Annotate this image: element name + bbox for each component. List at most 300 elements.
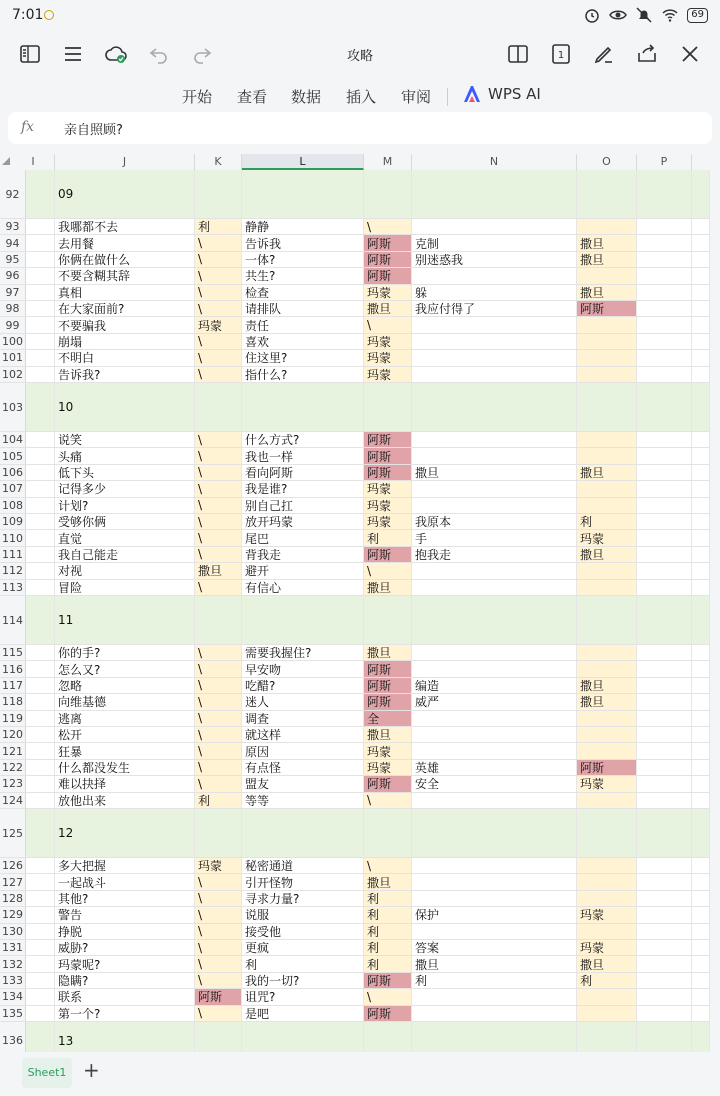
cell-n[interactable] — [412, 711, 577, 726]
cell-o[interactable]: 阿斯 — [577, 760, 637, 775]
cell-i[interactable] — [26, 858, 55, 873]
cell-p[interactable] — [637, 678, 692, 693]
table-row[interactable] — [0, 285, 710, 301]
cell-o[interactable] — [577, 858, 637, 873]
cell-n[interactable] — [412, 170, 577, 218]
cell-l[interactable]: 寻求力量? — [242, 891, 364, 906]
cell-m[interactable]: 玛蒙 — [364, 760, 412, 775]
row-number[interactable]: 110 — [0, 530, 26, 545]
cell-k[interactable]: \ — [195, 235, 242, 250]
cell-i[interactable] — [26, 793, 55, 808]
cell-j[interactable]: 头痛 — [55, 448, 195, 463]
cell-j[interactable]: 在大家面前? — [55, 301, 195, 316]
cell-i[interactable] — [26, 596, 55, 644]
cell-p[interactable] — [637, 809, 692, 857]
cell-m[interactable]: 阿斯 — [364, 973, 412, 988]
cell-i[interactable] — [26, 383, 55, 431]
cell-q[interactable] — [692, 743, 710, 758]
cell-o[interactable] — [577, 432, 637, 447]
cell-n[interactable] — [412, 334, 577, 349]
cell-i[interactable] — [26, 973, 55, 988]
cell-k[interactable]: \ — [195, 891, 242, 906]
row-number[interactable]: 117 — [0, 678, 26, 693]
cell-p[interactable] — [637, 530, 692, 545]
cell-l[interactable]: 共生? — [242, 268, 364, 283]
cell-l[interactable]: 放开玛蒙 — [242, 514, 364, 529]
close-icon[interactable] — [678, 42, 702, 66]
cell-o[interactable]: 利 — [577, 973, 637, 988]
col-header-l[interactable]: L — [242, 154, 364, 170]
cell-l[interactable]: 告诉我 — [242, 235, 364, 250]
menu-icon[interactable] — [61, 42, 85, 66]
cell-o[interactable] — [577, 989, 637, 1004]
cell-n[interactable] — [412, 498, 577, 513]
cell-k[interactable]: 阿斯 — [195, 989, 242, 1004]
cell-l[interactable]: 我是谁? — [242, 481, 364, 496]
cell-o[interactable] — [577, 661, 637, 676]
table-row[interactable] — [0, 350, 710, 366]
table-row[interactable] — [0, 301, 710, 317]
table-row[interactable] — [0, 498, 710, 514]
row-number[interactable]: 114 — [0, 596, 26, 644]
cell-j[interactable]: 你的手? — [55, 645, 195, 660]
row-number[interactable]: 126 — [0, 858, 26, 873]
cell-o[interactable] — [577, 383, 637, 431]
cell-q[interactable] — [692, 498, 710, 513]
cell-j[interactable]: 忽略 — [55, 678, 195, 693]
cell-j[interactable]: 真相 — [55, 285, 195, 300]
cell-i[interactable] — [26, 465, 55, 480]
table-row[interactable] — [0, 727, 710, 743]
cell-i[interactable] — [26, 252, 55, 267]
section-row[interactable] — [0, 383, 710, 432]
cell-l[interactable]: 避开 — [242, 563, 364, 578]
cell-l[interactable]: 检查 — [242, 285, 364, 300]
row-number[interactable]: 102 — [0, 367, 26, 382]
cell-k[interactable]: \ — [195, 432, 242, 447]
row-number[interactable]: 125 — [0, 809, 26, 857]
cell-m[interactable]: 阿斯 — [364, 547, 412, 562]
cell-m[interactable] — [364, 383, 412, 431]
cell-k[interactable] — [195, 596, 242, 644]
cell-q[interactable] — [692, 432, 710, 447]
cell-i[interactable] — [26, 678, 55, 693]
cell-i[interactable] — [26, 760, 55, 775]
cell-m[interactable]: 玛蒙 — [364, 285, 412, 300]
cell-j[interactable]: 狂暴 — [55, 743, 195, 758]
cell-q[interactable] — [692, 301, 710, 316]
cell-n[interactable] — [412, 350, 577, 365]
cell-k[interactable]: \ — [195, 252, 242, 267]
cell-m[interactable]: \ — [364, 858, 412, 873]
cell-p[interactable] — [637, 989, 692, 1004]
cell-l[interactable]: 引开怪物 — [242, 874, 364, 889]
cell-o[interactable] — [577, 580, 637, 595]
cell-q[interactable] — [692, 989, 710, 1004]
page-count-icon[interactable] — [549, 42, 573, 66]
cell-j[interactable]: 对视 — [55, 563, 195, 578]
table-row[interactable] — [0, 481, 710, 497]
cell-m[interactable]: 撒旦 — [364, 645, 412, 660]
menu-start[interactable]: 开始 — [182, 88, 213, 106]
edit-pen-icon[interactable] — [592, 42, 616, 66]
cell-j[interactable]: 10 — [55, 383, 195, 431]
cell-m[interactable]: 全 — [364, 711, 412, 726]
col-header-i[interactable]: I — [12, 154, 55, 170]
cell-m[interactable]: 玛蒙 — [364, 350, 412, 365]
table-row[interactable] — [0, 547, 710, 563]
cell-i[interactable] — [26, 514, 55, 529]
cell-o[interactable]: 撒旦 — [577, 465, 637, 480]
cell-i[interactable] — [26, 481, 55, 496]
cell-i[interactable] — [26, 350, 55, 365]
cell-i[interactable] — [26, 989, 55, 1004]
cell-o[interactable]: 撒旦 — [577, 956, 637, 971]
cell-k[interactable]: 撒旦 — [195, 563, 242, 578]
cell-p[interactable] — [637, 350, 692, 365]
formula-value[interactable]: 亲自照顾? — [64, 123, 123, 138]
cell-i[interactable] — [26, 498, 55, 513]
cell-m[interactable]: 利 — [364, 891, 412, 906]
table-row[interactable] — [0, 465, 710, 481]
cell-l[interactable]: 住这里? — [242, 350, 364, 365]
cell-j[interactable]: 怎么又? — [55, 661, 195, 676]
cell-q[interactable] — [692, 727, 710, 742]
cell-i[interactable] — [26, 645, 55, 660]
cell-o[interactable] — [577, 743, 637, 758]
cell-j[interactable]: 隐瞒? — [55, 973, 195, 988]
section-row[interactable] — [0, 596, 710, 645]
cell-p[interactable] — [637, 334, 692, 349]
cell-k[interactable]: \ — [195, 760, 242, 775]
cell-l[interactable]: 什么方式? — [242, 432, 364, 447]
row-number[interactable]: 118 — [0, 694, 26, 709]
table-row[interactable] — [0, 235, 710, 251]
cell-q[interactable] — [692, 661, 710, 676]
cell-o[interactable] — [577, 498, 637, 513]
cell-j[interactable]: 威胁? — [55, 940, 195, 955]
cell-l[interactable]: 静静 — [242, 219, 364, 234]
cell-p[interactable] — [637, 367, 692, 382]
cell-i[interactable] — [26, 874, 55, 889]
cell-n[interactable] — [412, 383, 577, 431]
row-number[interactable]: 92 — [0, 170, 26, 218]
cell-k[interactable]: \ — [195, 956, 242, 971]
menu-review[interactable]: 审阅 — [401, 88, 432, 106]
cell-o[interactable] — [577, 596, 637, 644]
cell-n[interactable] — [412, 596, 577, 644]
row-number[interactable]: 101 — [0, 350, 26, 365]
cell-n[interactable]: 抱我走 — [412, 547, 577, 562]
cell-n[interactable]: 编造 — [412, 678, 577, 693]
cell-j[interactable]: 我哪都不去 — [55, 219, 195, 234]
col-header-j[interactable]: J — [55, 154, 195, 170]
cell-q[interactable] — [692, 907, 710, 922]
cell-k[interactable]: \ — [195, 580, 242, 595]
share-icon[interactable] — [635, 42, 659, 66]
cell-n[interactable]: 威严 — [412, 694, 577, 709]
cell-p[interactable] — [637, 252, 692, 267]
row-number[interactable]: 115 — [0, 645, 26, 660]
cell-n[interactable] — [412, 793, 577, 808]
cell-m[interactable]: 撒旦 — [364, 727, 412, 742]
cell-m[interactable]: 玛蒙 — [364, 481, 412, 496]
row-number[interactable]: 130 — [0, 924, 26, 939]
cell-m[interactable]: 撒旦 — [364, 301, 412, 316]
cell-i[interactable] — [26, 235, 55, 250]
cell-i[interactable] — [26, 432, 55, 447]
cell-o[interactable]: 撒旦 — [577, 694, 637, 709]
cell-l[interactable] — [242, 170, 364, 218]
cell-j[interactable]: 告诉我? — [55, 367, 195, 382]
cell-n[interactable] — [412, 743, 577, 758]
col-header-m[interactable]: M — [364, 154, 412, 170]
cell-k[interactable]: \ — [195, 645, 242, 660]
cell-i[interactable] — [26, 301, 55, 316]
cell-p[interactable] — [637, 285, 692, 300]
cell-p[interactable] — [637, 907, 692, 922]
cell-j[interactable]: 第一个? — [55, 1006, 195, 1021]
table-row[interactable] — [0, 514, 710, 530]
cell-k[interactable]: 玛蒙 — [195, 317, 242, 332]
cell-j[interactable]: 挣脱 — [55, 924, 195, 939]
table-row[interactable] — [0, 678, 710, 694]
cell-j[interactable]: 09 — [55, 170, 195, 218]
cell-m[interactable]: 阿斯 — [364, 776, 412, 791]
cell-i[interactable] — [26, 809, 55, 857]
cell-p[interactable] — [637, 956, 692, 971]
cell-j[interactable]: 不明白 — [55, 350, 195, 365]
cell-l[interactable]: 诅咒? — [242, 989, 364, 1004]
cell-n[interactable] — [412, 661, 577, 676]
cell-n[interactable] — [412, 809, 577, 857]
cell-i[interactable] — [26, 924, 55, 939]
row-number[interactable]: 120 — [0, 727, 26, 742]
cell-k[interactable]: \ — [195, 776, 242, 791]
row-number[interactable]: 95 — [0, 252, 26, 267]
cell-j[interactable]: 联系 — [55, 989, 195, 1004]
cell-k[interactable]: \ — [195, 940, 242, 955]
cell-m[interactable] — [364, 170, 412, 218]
cell-n[interactable]: 手 — [412, 530, 577, 545]
formula-bar[interactable] — [8, 112, 712, 144]
cell-q[interactable] — [692, 547, 710, 562]
cell-m[interactable]: \ — [364, 563, 412, 578]
cell-j[interactable]: 松开 — [55, 727, 195, 742]
cell-i[interactable] — [26, 317, 55, 332]
cell-i[interactable] — [26, 367, 55, 382]
cell-m[interactable]: 撒旦 — [364, 580, 412, 595]
cell-j[interactable]: 其他? — [55, 891, 195, 906]
cell-i[interactable] — [26, 170, 55, 218]
cell-i[interactable] — [26, 727, 55, 742]
cell-i[interactable] — [26, 940, 55, 955]
cell-l[interactable]: 我也一样 — [242, 448, 364, 463]
cell-p[interactable] — [637, 465, 692, 480]
cell-q[interactable] — [692, 268, 710, 283]
cell-l[interactable] — [242, 596, 364, 644]
cell-k[interactable]: 利 — [195, 219, 242, 234]
spreadsheet-grid[interactable] — [0, 154, 710, 1060]
cell-k[interactable]: \ — [195, 547, 242, 562]
cell-p[interactable] — [637, 858, 692, 873]
cell-n[interactable]: 撒旦 — [412, 465, 577, 480]
sidebar-toggle-icon[interactable] — [18, 42, 42, 66]
cell-n[interactable]: 克制 — [412, 235, 577, 250]
cell-q[interactable] — [692, 711, 710, 726]
cell-o[interactable] — [577, 924, 637, 939]
cell-k[interactable]: \ — [195, 1006, 242, 1021]
table-row[interactable] — [0, 924, 710, 940]
cell-k[interactable]: \ — [195, 334, 242, 349]
row-number[interactable]: 134 — [0, 989, 26, 1004]
table-row[interactable] — [0, 367, 710, 383]
cell-q[interactable] — [692, 170, 710, 218]
cell-k[interactable]: \ — [195, 530, 242, 545]
cell-j[interactable]: 低下头 — [55, 465, 195, 480]
row-number[interactable]: 133 — [0, 973, 26, 988]
cell-n[interactable] — [412, 432, 577, 447]
cell-i[interactable] — [26, 448, 55, 463]
cell-p[interactable] — [637, 711, 692, 726]
cell-n[interactable] — [412, 481, 577, 496]
cell-m[interactable] — [364, 809, 412, 857]
cell-m[interactable]: 利 — [364, 530, 412, 545]
cell-o[interactable]: 玛蒙 — [577, 776, 637, 791]
row-number[interactable]: 129 — [0, 907, 26, 922]
cell-j[interactable]: 崩塌 — [55, 334, 195, 349]
cell-q[interactable] — [692, 891, 710, 906]
menu-insert[interactable]: 插入 — [346, 88, 377, 106]
cell-j[interactable]: 受够你俩 — [55, 514, 195, 529]
row-number[interactable]: 132 — [0, 956, 26, 971]
row-number[interactable]: 104 — [0, 432, 26, 447]
row-number[interactable]: 122 — [0, 760, 26, 775]
cell-o[interactable] — [577, 645, 637, 660]
cell-m[interactable] — [364, 596, 412, 644]
cell-k[interactable]: \ — [195, 661, 242, 676]
cell-k[interactable]: \ — [195, 301, 242, 316]
cell-j[interactable]: 12 — [55, 809, 195, 857]
cell-k[interactable]: \ — [195, 727, 242, 742]
row-number[interactable]: 107 — [0, 481, 26, 496]
cell-l[interactable]: 是吧 — [242, 1006, 364, 1021]
table-row[interactable] — [0, 563, 710, 579]
table-row[interactable] — [0, 661, 710, 677]
cell-o[interactable] — [577, 891, 637, 906]
cell-m[interactable]: 阿斯 — [364, 694, 412, 709]
cell-q[interactable] — [692, 809, 710, 857]
cell-i[interactable] — [26, 661, 55, 676]
cell-o[interactable] — [577, 793, 637, 808]
cell-j[interactable]: 什么都没发生 — [55, 760, 195, 775]
row-number[interactable]: 124 — [0, 793, 26, 808]
table-row[interactable] — [0, 907, 710, 923]
cell-q[interactable] — [692, 645, 710, 660]
cell-j[interactable]: 去用餐 — [55, 235, 195, 250]
table-row[interactable] — [0, 711, 710, 727]
wps-ai-button[interactable] — [462, 85, 541, 103]
cell-o[interactable] — [577, 219, 637, 234]
cell-p[interactable] — [637, 694, 692, 709]
row-number[interactable]: 109 — [0, 514, 26, 529]
cell-n[interactable] — [412, 1006, 577, 1021]
cell-j[interactable]: 难以抉择 — [55, 776, 195, 791]
cell-l[interactable]: 喜欢 — [242, 334, 364, 349]
cell-n[interactable]: 安全 — [412, 776, 577, 791]
cell-m[interactable]: 利 — [364, 940, 412, 955]
cell-i[interactable] — [26, 563, 55, 578]
row-number[interactable]: 100 — [0, 334, 26, 349]
cell-o[interactable] — [577, 448, 637, 463]
cell-q[interactable] — [692, 793, 710, 808]
cell-q[interactable] — [692, 776, 710, 791]
cell-n[interactable]: 保护 — [412, 907, 577, 922]
cell-k[interactable]: \ — [195, 350, 242, 365]
cell-k[interactable]: \ — [195, 907, 242, 922]
cell-q[interactable] — [692, 481, 710, 496]
table-row[interactable] — [0, 432, 710, 448]
cell-l[interactable]: 吃醋? — [242, 678, 364, 693]
cell-p[interactable] — [637, 301, 692, 316]
cell-n[interactable] — [412, 858, 577, 873]
cell-o[interactable]: 利 — [577, 514, 637, 529]
cell-i[interactable] — [26, 285, 55, 300]
row-number[interactable]: 96 — [0, 268, 26, 283]
table-row[interactable] — [0, 317, 710, 333]
table-row[interactable] — [0, 940, 710, 956]
cell-k[interactable]: 利 — [195, 793, 242, 808]
cell-p[interactable] — [637, 563, 692, 578]
cell-q[interactable] — [692, 235, 710, 250]
table-row[interactable] — [0, 973, 710, 989]
cell-p[interactable] — [637, 1006, 692, 1021]
cell-q[interactable] — [692, 924, 710, 939]
cell-q[interactable] — [692, 580, 710, 595]
row-number[interactable]: 98 — [0, 301, 26, 316]
cell-l[interactable] — [242, 383, 364, 431]
cell-k[interactable]: \ — [195, 448, 242, 463]
cell-k[interactable] — [195, 383, 242, 431]
cell-o[interactable] — [577, 874, 637, 889]
cell-p[interactable] — [637, 924, 692, 939]
cell-m[interactable]: \ — [364, 793, 412, 808]
cell-l[interactable]: 就这样 — [242, 727, 364, 742]
cell-n[interactable] — [412, 563, 577, 578]
cell-o[interactable] — [577, 809, 637, 857]
cell-p[interactable] — [637, 776, 692, 791]
cloud-saved-icon[interactable] — [104, 42, 128, 66]
cell-n[interactable]: 别迷惑我 — [412, 252, 577, 267]
cell-l[interactable]: 利 — [242, 956, 364, 971]
cell-o[interactable] — [577, 350, 637, 365]
cell-l[interactable]: 原因 — [242, 743, 364, 758]
col-header-k[interactable]: K — [195, 154, 242, 170]
cell-m[interactable]: 阿斯 — [364, 252, 412, 267]
cell-o[interactable] — [577, 367, 637, 382]
cell-n[interactable] — [412, 874, 577, 889]
split-view-icon[interactable] — [506, 42, 530, 66]
table-row[interactable] — [0, 1006, 710, 1022]
cell-q[interactable] — [692, 678, 710, 693]
cell-k[interactable]: \ — [195, 498, 242, 513]
cell-i[interactable] — [26, 743, 55, 758]
cell-l[interactable]: 尾巴 — [242, 530, 364, 545]
cell-q[interactable] — [692, 1006, 710, 1021]
cell-k[interactable]: \ — [195, 268, 242, 283]
table-row[interactable] — [0, 694, 710, 710]
cell-p[interactable] — [637, 317, 692, 332]
